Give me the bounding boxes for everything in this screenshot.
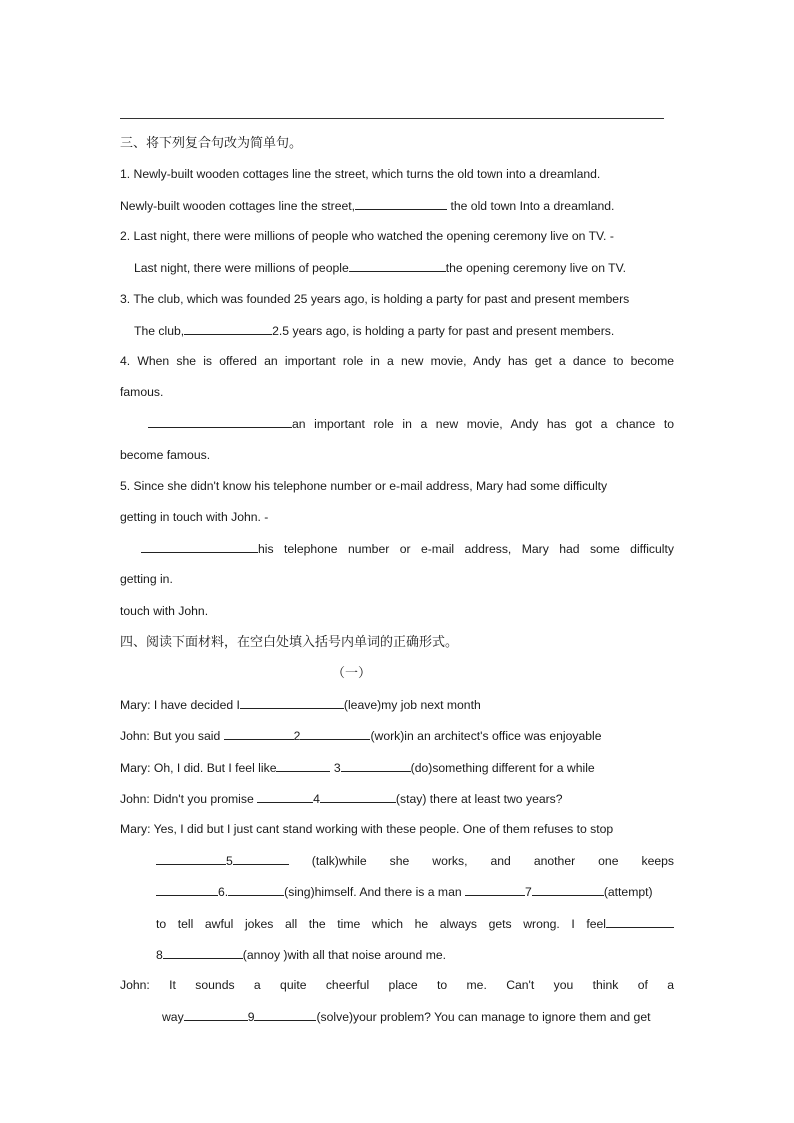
blank-2b[interactable]	[300, 727, 370, 740]
section4-subheading: （一）	[332, 665, 372, 680]
dialogue-line-3: Mary: Oh, I did. But I feel like 3 (do)something different for a while	[120, 761, 595, 775]
dialogue-line-5: Mary: Yes, I did but I just cant stand working with these people. One of them refuses to stop	[120, 822, 614, 836]
blank-6b[interactable]	[228, 883, 284, 896]
blank-4a[interactable]	[257, 790, 313, 803]
dialogue-line-2: John: But you said 2 (work)in an architect's office was enjoyable	[120, 729, 602, 743]
dialogue-line-6: John: It sounds a quite cheerful place to me. Can't you think of a	[120, 978, 674, 992]
q5-blank[interactable]	[141, 540, 258, 553]
q2-original: 2. Last night, there were millions of people who watched the opening ceremony live on TV. -	[120, 229, 614, 243]
blank-7b[interactable]	[532, 883, 604, 896]
blank-9b[interactable]	[254, 1008, 316, 1021]
q1-blank[interactable]	[355, 197, 447, 210]
q2-answer: Last night, there were millions of people the opening ceremony live on TV.	[134, 261, 626, 275]
dialogue-line-4: John: Didn't you promise 4 (stay) there at least two years?	[120, 792, 563, 806]
dialogue-line-1: Mary: I have decided I (leave)my job next month	[120, 698, 481, 712]
blank-6a[interactable]	[156, 883, 218, 896]
dialogue-line-5b: 5 (talk)while she works, and another one keeps	[156, 852, 674, 869]
section3-heading: 三、将下列复合句改为简单句。	[120, 135, 303, 150]
dialogue-line-5e: 8 (annoy )with all that noise around me.	[156, 948, 447, 962]
q1-answer: Newly-built wooden cottages line the street, the old town Into a dreamland.	[120, 199, 615, 213]
q5-answer-line1: his telephone number or e-mail address, Mary had some difficulty	[141, 540, 674, 557]
blank-8a[interactable]	[606, 915, 674, 928]
blank-4b[interactable]	[320, 790, 396, 803]
q4-original-line1: 4. When she is offered an important role in a new movie, Andy has get a dance to become	[120, 354, 674, 368]
section4-heading: 四、阅读下面材料，在空白处填入括号内单词的正确形式。	[120, 634, 459, 649]
blank-7a[interactable]	[465, 883, 525, 896]
dialogue-line-5c: 6. (sing)himself. And there is a man 7 (attempt)	[156, 883, 653, 900]
q5-original-line1: 5. Since she didn't know his telephone number or e-mail address, Mary had some difficulty	[120, 479, 608, 493]
blank-3a[interactable]	[276, 759, 330, 772]
q4-blank[interactable]	[148, 415, 292, 428]
dialogue-line-6b: way 9 (solve)your problem? You can manage to ignore them and get	[162, 1010, 651, 1024]
blank-3b[interactable]	[341, 759, 411, 772]
q5-answer-line3: touch with John.	[120, 604, 209, 618]
blank-8b[interactable]	[163, 946, 243, 959]
dialogue-line-5d: to tell awful jokes all the time which he always gets wrong. I feel	[156, 915, 674, 932]
top-rule	[120, 118, 664, 119]
q5-original-line2: getting in touch with John. -	[120, 510, 269, 524]
blank-2a[interactable]	[224, 727, 294, 740]
q4-answer-line1: an important role in a new movie, Andy has got a chance to	[148, 415, 674, 432]
q5-answer-line2: getting in.	[120, 572, 173, 586]
blank-5a[interactable]	[156, 852, 226, 865]
q1-original: 1. Newly-built wooden cottages line the street, which turns the old town into a dreamland.	[120, 167, 601, 181]
q4-original-line2: famous.	[120, 385, 164, 399]
q3-original: 3. The club, which was founded 25 years ago, is holding a party for past and present members	[120, 292, 630, 306]
blank-5b[interactable]	[233, 852, 289, 865]
blank-9a[interactable]	[184, 1008, 248, 1021]
q4-answer-line2: become famous.	[120, 448, 211, 462]
q3-answer: The club, 2.5 years ago, is holding a party for past and present members.	[134, 324, 615, 338]
blank-1[interactable]	[240, 696, 344, 709]
q3-blank[interactable]	[184, 322, 272, 335]
q2-blank[interactable]	[349, 259, 446, 272]
